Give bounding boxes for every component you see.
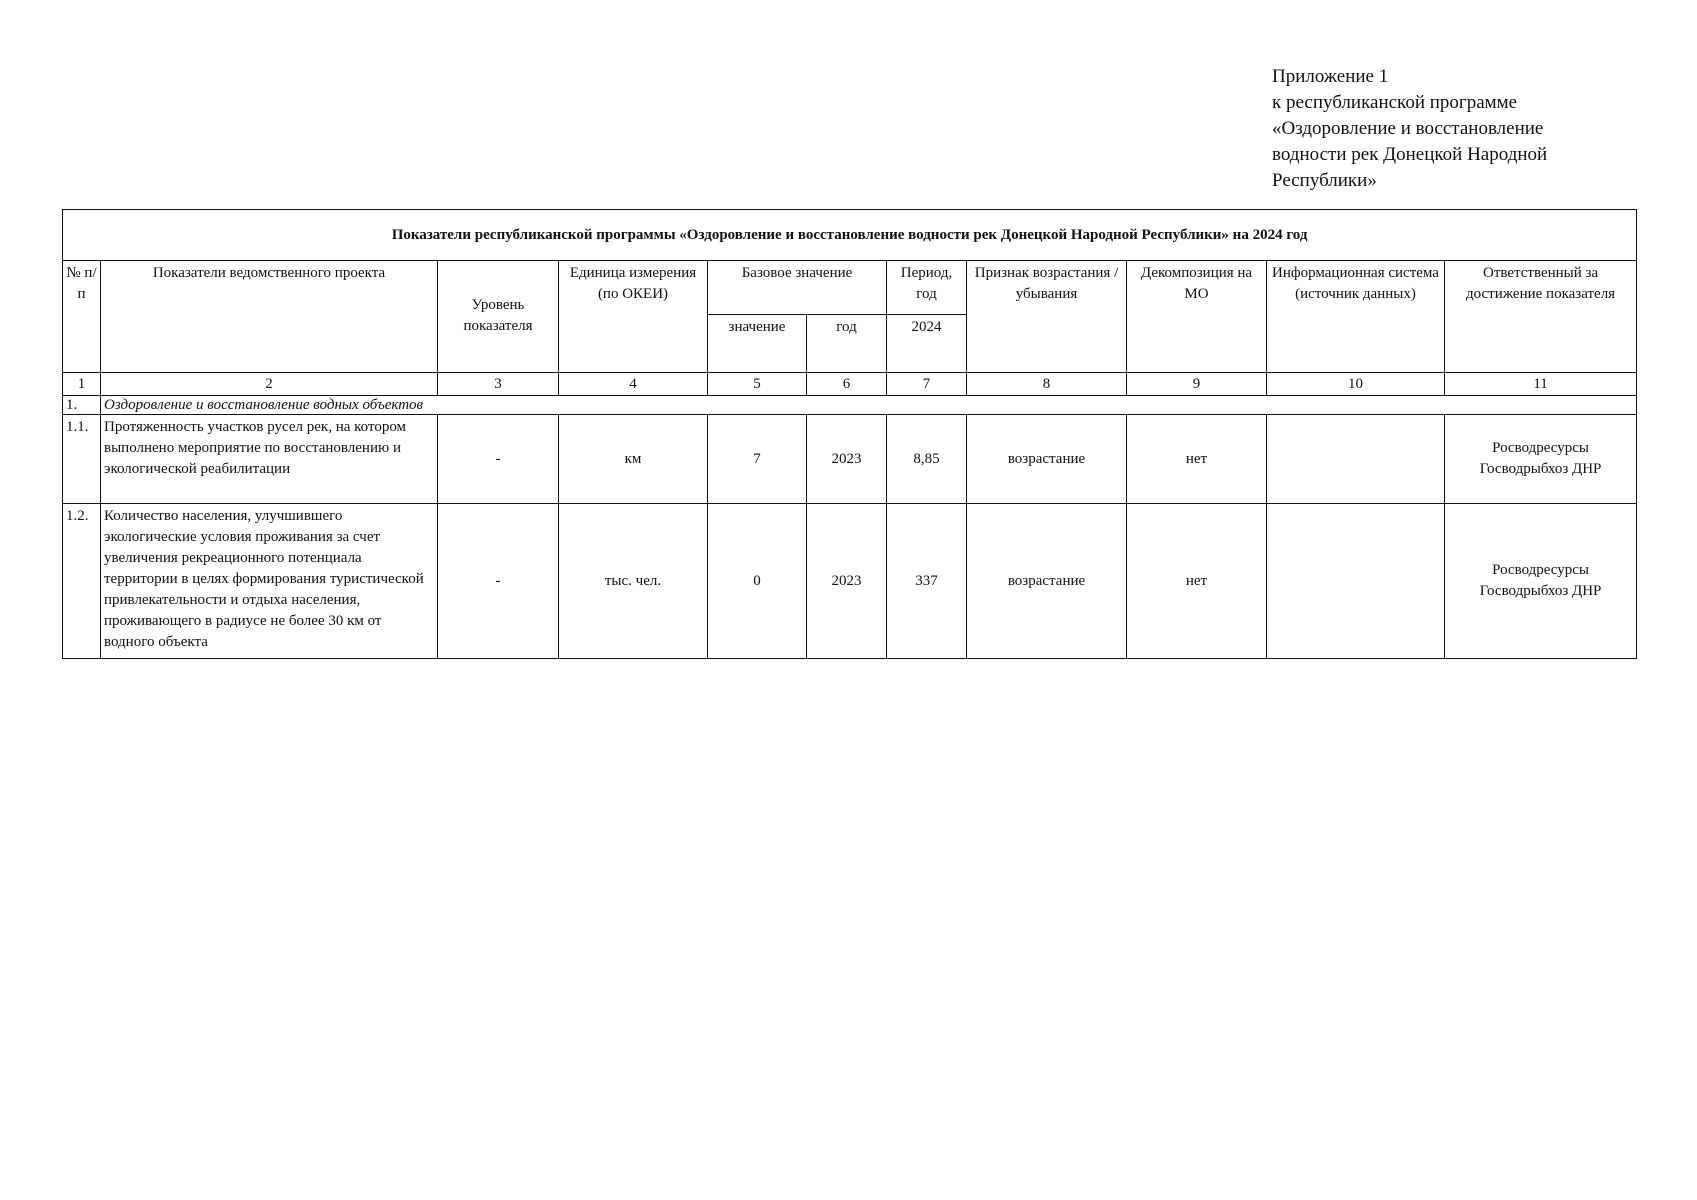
column-number: 5: [708, 373, 807, 396]
column-numbers-row: [63, 373, 1637, 396]
row-info-system: [1267, 415, 1445, 504]
section-row: [63, 396, 1637, 415]
row-unit: тыс. чел.: [559, 504, 708, 659]
header-indicator: Показатели ведомственного проекта: [101, 261, 438, 373]
indicators-table: [62, 209, 1637, 659]
row-responsible: [1445, 415, 1637, 504]
table-row: [63, 504, 1637, 659]
column-number: 10: [1267, 373, 1445, 396]
row-base-year: 2023: [807, 415, 887, 504]
row-indicator: Количество населения, улучшившего экологические условия проживания за счет увеличения рекреационного потенциала территории в целях формирования туристической привлекательности и отдыха населения, проживающего в радиусе не более 30 км от водного объекта: [101, 504, 438, 659]
header-period-year: 2024: [887, 315, 967, 373]
header-responsible: Ответственный за достижение показателя: [1445, 261, 1637, 373]
row-base-value: 7: [708, 415, 807, 504]
row-unit: км: [559, 415, 708, 504]
column-number: 2: [101, 373, 438, 396]
row-responsible: [1445, 504, 1637, 659]
row-level: -: [438, 415, 559, 504]
column-number: 11: [1445, 373, 1637, 396]
table-row: [63, 415, 1637, 504]
responsible-line: Росводресурсы: [1492, 440, 1590, 456]
section-num: 1.: [63, 396, 101, 415]
header-period: Период, год: [887, 261, 967, 315]
responsible-line: Госводрыбхоз ДНР: [1479, 461, 1602, 477]
header-base-value: значение: [708, 315, 807, 373]
row-decomposition: нет: [1127, 415, 1267, 504]
responsible-line: Госводрыбхоз ДНР: [1479, 583, 1602, 599]
row-base-year: 2023: [807, 504, 887, 659]
column-number: 9: [1127, 373, 1267, 396]
row-info-system: [1267, 504, 1445, 659]
header-base-year: год: [807, 315, 887, 373]
appendix-line: к республиканской программе: [1272, 92, 1518, 113]
header-info-system: Информационная система (источник данных): [1267, 261, 1445, 373]
column-number: 4: [559, 373, 708, 396]
column-number: 1: [63, 373, 101, 396]
appendix-line: Республики»: [1272, 170, 1377, 191]
row-period-value: 337: [887, 504, 967, 659]
header-base: Базовое значение: [708, 261, 887, 315]
column-number: 7: [887, 373, 967, 396]
row-num: 1.2.: [63, 504, 101, 659]
section-title: Оздоровление и восстановление водных объектов: [101, 396, 1637, 415]
appendix-line: водности рек Донецкой Народной: [1272, 144, 1548, 165]
row-sign: возрастание: [967, 504, 1127, 659]
column-number: 6: [807, 373, 887, 396]
appendix-line: Приложение 1: [1272, 66, 1389, 87]
appendix-header: [1272, 64, 1547, 194]
header-num: № п/п: [63, 261, 101, 373]
row-decomposition: нет: [1127, 504, 1267, 659]
header-decomposition: Декомпозиция на МО: [1127, 261, 1267, 373]
responsible-line: Росводресурсы: [1492, 562, 1590, 578]
appendix-line: «Оздоровление и восстановление: [1272, 118, 1544, 139]
header-level: Уровень показателя: [438, 261, 559, 373]
row-indicator: Протяженность участков русел рек, на котором выполнено мероприятие по восстановлению и экологической реабилитации: [101, 415, 438, 504]
column-number: 8: [967, 373, 1127, 396]
column-number: 3: [438, 373, 559, 396]
table-title: Показатели республиканской программы «Оздоровление и восстановление водности рек Донецкой Народной Республики» на 2024 год: [63, 210, 1637, 261]
row-sign: возрастание: [967, 415, 1127, 504]
header-unit: Единица измерения (по ОКЕИ): [559, 261, 708, 373]
row-period-value: 8,85: [887, 415, 967, 504]
header-sign: Признак возрастания / убывания: [967, 261, 1127, 373]
row-base-value: 0: [708, 504, 807, 659]
row-level: -: [438, 504, 559, 659]
row-num: 1.1.: [63, 415, 101, 504]
